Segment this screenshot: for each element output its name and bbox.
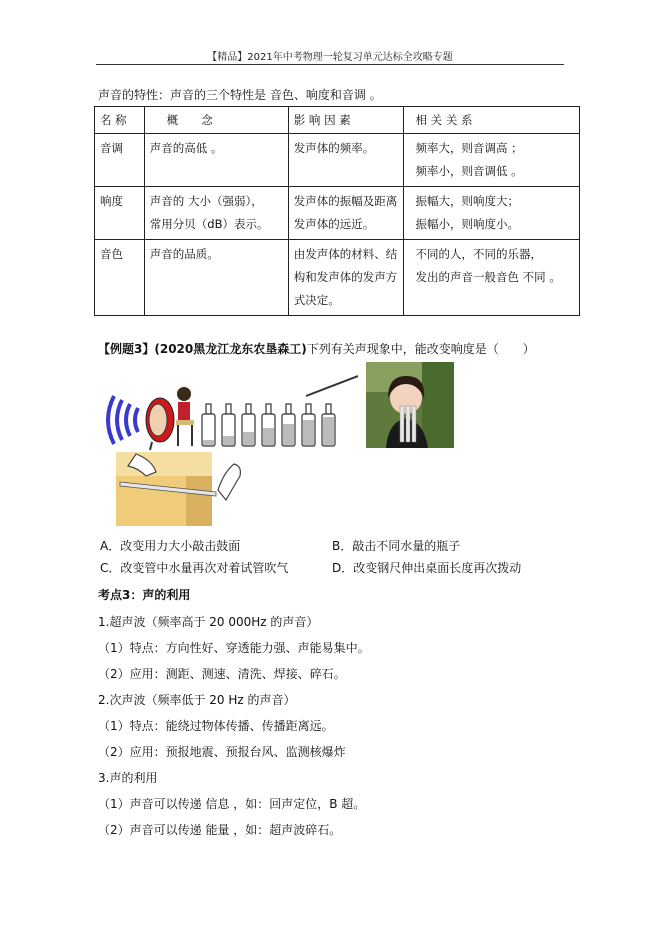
option-c: C．改变管中水量再次对着试管吹气 <box>100 561 289 575</box>
section-heading: 考点3：声的利用 <box>98 588 191 602</box>
cell-line: 振幅小，则响度小。 <box>415 217 520 231</box>
cell-line: 振幅大，则响度大； <box>415 194 520 208</box>
table-row <box>95 134 580 187</box>
section-line: （2）应用：测距、测速、清洗、焊接、碎石。 <box>98 667 346 681</box>
example-source: (2020黑龙江龙东农垦森工) <box>154 342 307 356</box>
cell-line: 由发声体的材料、结 <box>293 247 398 261</box>
cell-line: 发声体的振幅及距离 <box>293 194 398 208</box>
column-header: 概 念 <box>144 107 288 134</box>
cell-name: 音色 <box>95 240 145 316</box>
cell-line: 发声体的频率。 <box>293 141 375 155</box>
table-row <box>95 187 580 240</box>
cell-line: 式决定。 <box>293 293 340 307</box>
section-line: （1）特点：方向性好、穿透能力强、声能易集中。 <box>98 641 370 655</box>
cell-line: 声音的 大小（强弱）， <box>149 194 263 208</box>
option-a: A．改变用力大小敲击鼓面 <box>100 539 241 553</box>
section-line: 2.次声波（频率低于 20 Hz 的声音） <box>98 693 296 707</box>
steel-ruler-figure <box>116 452 246 526</box>
drum-icon <box>146 398 174 450</box>
cell-factors <box>288 240 403 316</box>
cell-relation <box>403 134 579 187</box>
cell-relation <box>403 240 579 316</box>
table-header-row <box>95 107 580 134</box>
cell-factors <box>288 187 403 240</box>
column-header: 名 称 <box>95 107 145 134</box>
section-line: （1）特点：能绕过物体传播、传播距离远。 <box>98 719 334 733</box>
example-question-text: 下列有关声现象中，能改变响度是（ ） <box>306 342 535 356</box>
cell-concept <box>144 134 288 187</box>
section-line: 3.声的利用 <box>98 771 158 785</box>
cell-line: 发出的声音一般音色 不同 。 <box>415 270 561 284</box>
column-header: 相 关 关 系 <box>403 107 579 134</box>
cell-name: 响度 <box>95 187 145 240</box>
cell-line: 构和发声体的发声方 <box>293 270 398 284</box>
cell-factors <box>288 134 403 187</box>
cell-name: 音调 <box>95 134 145 187</box>
section-line: （1）声音可以传递 信息 ，如：回声定位，B 超。 <box>98 797 366 811</box>
page-header: 【精品】2021年中考物理一轮复习单元达标全攻略专题 <box>207 52 453 63</box>
water-bottles-icon <box>202 404 335 446</box>
striker-stick-icon <box>306 376 358 396</box>
intro-text: 声音的特性：声音的三个特性是 音色、响度和音调 。 <box>98 88 382 102</box>
drummer-icon <box>176 387 194 446</box>
section-line: （2）应用：预报地震、预报台风、监测核爆炸 <box>98 745 346 759</box>
cell-line: 声音的高低 。 <box>149 141 223 155</box>
cell-line: 发声体的远近。 <box>293 217 375 231</box>
example-question <box>98 340 535 357</box>
cell-line: 不同的人，不同的乐器， <box>415 247 543 261</box>
section-line: （2）声音可以传递 能量 ，如：超声波碎石。 <box>98 823 342 837</box>
cell-line: 常用分贝（dB）表示。 <box>149 217 269 231</box>
cell-concept <box>144 240 288 316</box>
cell-line: 声音的品质。 <box>149 247 219 261</box>
example-tag: 【例题3】 <box>98 342 155 356</box>
girl-blowing-tubes-photo <box>366 362 454 448</box>
option-b: B．敲击不同水量的瓶子 <box>332 539 461 553</box>
cell-line: 频率大，则音调高 ； <box>415 141 523 155</box>
header-divider <box>96 64 564 65</box>
column-header: 影 响 因 素 <box>288 107 403 134</box>
cell-relation <box>403 187 579 240</box>
sound-wave-icon <box>108 396 138 444</box>
cell-concept <box>144 187 288 240</box>
drum-and-bottles-figure <box>100 362 358 452</box>
section-line: 1.超声波（频率高于 20 000Hz 的声音） <box>98 615 319 629</box>
table-row <box>95 240 580 316</box>
sound-properties-table <box>94 106 580 316</box>
option-d: D．改变钢尺伸出桌面长度再次拨动 <box>332 561 522 575</box>
finger-plucking-icon <box>218 464 240 500</box>
cell-line: 频率小，则音调低 。 <box>415 164 523 178</box>
